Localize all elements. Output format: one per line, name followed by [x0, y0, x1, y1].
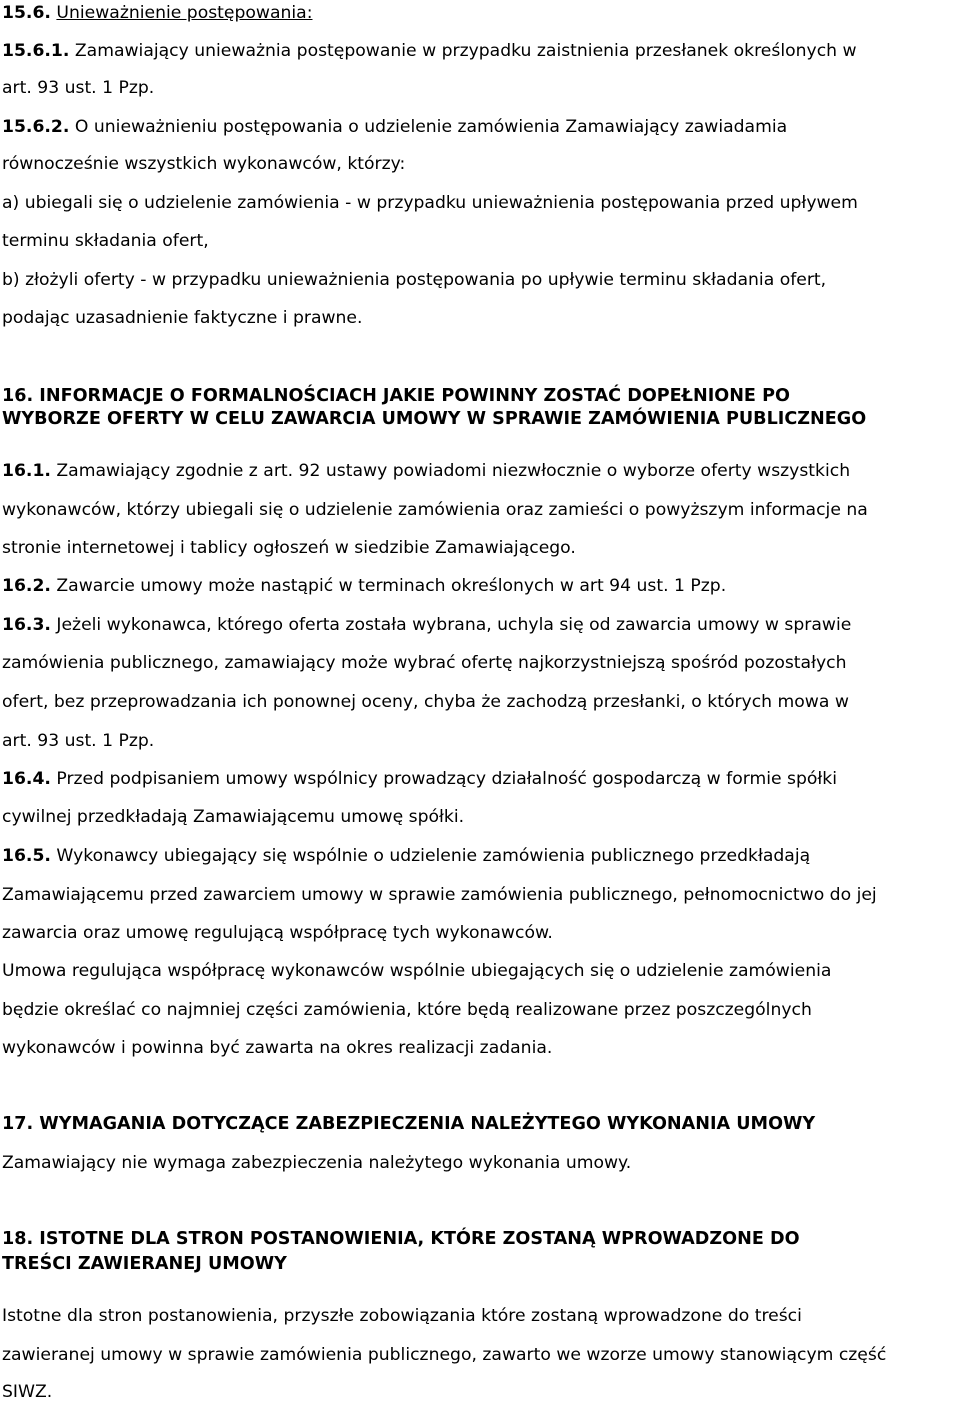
para-16-2-line-1: [2, 575, 726, 597]
item-a-line-2: terminu składania ofert,: [2, 231, 209, 251]
section-number: 15.6.: [2, 3, 51, 23]
section-18-line-2: zawieranej umowy w sprawie zamówienia publicznego, zawarto we wzorze umowy stanowiącym część: [2, 1345, 887, 1365]
section-16-heading-line-2: WYBORZE OFERTY W CELU ZAWARCIA UMOWY W SPRAWIE ZAMÓWIENIA PUBLICZNEGO: [2, 409, 867, 429]
item-b-line-1: b) złożyli oferty - w przypadku unieważnienia postępowania po upływie terminu składania ofert,: [2, 270, 827, 290]
para-15-6-2-line-1: [2, 116, 787, 138]
para-text: Wykonawcy ubiegający się wspólnie o udzielenie zamówienia publicznego przedkładają: [50, 846, 811, 866]
para-number: 16.5.: [2, 846, 51, 866]
para-15-6-1-line-1: [2, 40, 857, 62]
para-16-1-line-2: wykonawców, którzy ubiegali się o udzielenie zamówienia oraz zamieści o powyższym informacje na: [2, 500, 868, 520]
item-a-line-1: a) ubiegali się o udzielenie zamówienia - w przypadku unieważnienia postępowania przed upływem: [2, 193, 858, 213]
para-16-4-line-2: cywilnej przedkładają Zamawiającemu umowę spółki.: [2, 807, 465, 827]
para-16-4-line-1: [2, 768, 837, 790]
para-16-1-line-1: [2, 460, 850, 482]
para-15-6-1-line-2: art. 93 ust. 1 Pzp.: [2, 78, 155, 98]
para-number: 16.2.: [2, 576, 51, 596]
para-16-5-line-1: [2, 845, 810, 867]
para-16-6-line-1: Umowa regulująca współpracę wykonawców wspólnie ubiegających się o udzielenie zamówienia: [2, 961, 832, 981]
section-15-6-title: [2, 2, 313, 24]
para-number: 16.4.: [2, 769, 51, 789]
para-16-1-line-3: stronie internetowej i tablicy ogłoszeń w siedzibie Zamawiającego.: [2, 538, 576, 558]
para-15-6-2-line-2: równocześnie wszystkich wykonawców, którzy:: [2, 154, 406, 174]
section-title: Unieważnienie postępowania:: [56, 3, 313, 23]
para-text: Jeżeli wykonawca, którego oferta została wybrana, uchyla się od zawarcia umowy w sprawie: [50, 615, 852, 635]
para-16-6-line-3: wykonawców i powinna być zawarta na okres realizacji zadania.: [2, 1038, 553, 1058]
para-16-6-line-2: będzie określać co najmniej części zamówienia, które będą realizowane przez poszczególnych: [2, 1000, 812, 1020]
para-16-3-line-1: [2, 614, 851, 636]
para-16-3-line-4: art. 93 ust. 1 Pzp.: [2, 731, 155, 751]
para-16-3-line-2: zamówienia publicznego, zamawiający może wybrać ofertę najkorzystniejszą spośród pozostałych: [2, 653, 847, 673]
section-17-heading: 17. WYMAGANIA DOTYCZĄCE ZABEZPIECZENIA NALEŻYTEGO WYKONANIA UMOWY: [2, 1114, 816, 1134]
para-16-3-line-3: ofert, bez przeprowadzania ich ponownej oceny, chyba że zachodzą przesłanki, o których mowa w: [2, 692, 849, 712]
para-16-5-line-3: zawarcia oraz umowę regulującą współpracę tych wykonawców.: [2, 923, 553, 943]
section-18-line-1: Istotne dla stron postanowienia, przyszłe zobowiązania które zostaną wprowadzone do treści: [2, 1306, 802, 1326]
section-18-heading-line-1: 18. ISTOTNE DLA STRON POSTANOWIENIA, KTÓRE ZOSTANĄ WPROWADZONE DO: [2, 1229, 800, 1249]
para-number: 16.1.: [2, 461, 51, 481]
para-16-5-line-2: Zamawiającemu przed zawarciem umowy w sprawie zamówienia publicznego, pełnomocnictwo do jej: [2, 885, 877, 905]
para-text: Zawarcie umowy może nastąpić w terminach określonych w art 94 ust. 1 Pzp.: [50, 576, 727, 596]
para-number: 15.6.1.: [2, 41, 70, 61]
para-text: O unieważnieniu postępowania o udzielenie zamówienia Zamawiający zawiadamia: [74, 117, 788, 137]
section-18-heading-line-2: TREŚCI ZAWIERANEJ UMOWY: [2, 1254, 287, 1274]
section-18-line-3: SIWZ.: [2, 1382, 53, 1402]
section-17-text: Zamawiający nie wymaga zabezpieczenia należytego wykonania umowy.: [2, 1153, 632, 1173]
para-text: Zamawiający unieważnia postępowanie w przypadku zaistnienia przesłanek określonych w: [74, 41, 857, 61]
para-number: 15.6.2.: [2, 117, 70, 137]
item-b-line-2: podając uzasadnienie faktyczne i prawne.: [2, 308, 363, 328]
para-number: 16.3.: [2, 615, 51, 635]
section-16-heading-line-1: 16. INFORMACJE O FORMALNOŚCIACH JAKIE POWINNY ZOSTAĆ DOPEŁNIONE PO: [2, 386, 790, 406]
para-text: Przed podpisaniem umowy wspólnicy prowadzący działalność gospodarczą w formie spółki: [50, 769, 838, 789]
para-text: Zamawiający zgodnie z art. 92 ustawy powiadomi niezwłocznie o wyborze oferty wszystkich: [50, 461, 851, 481]
